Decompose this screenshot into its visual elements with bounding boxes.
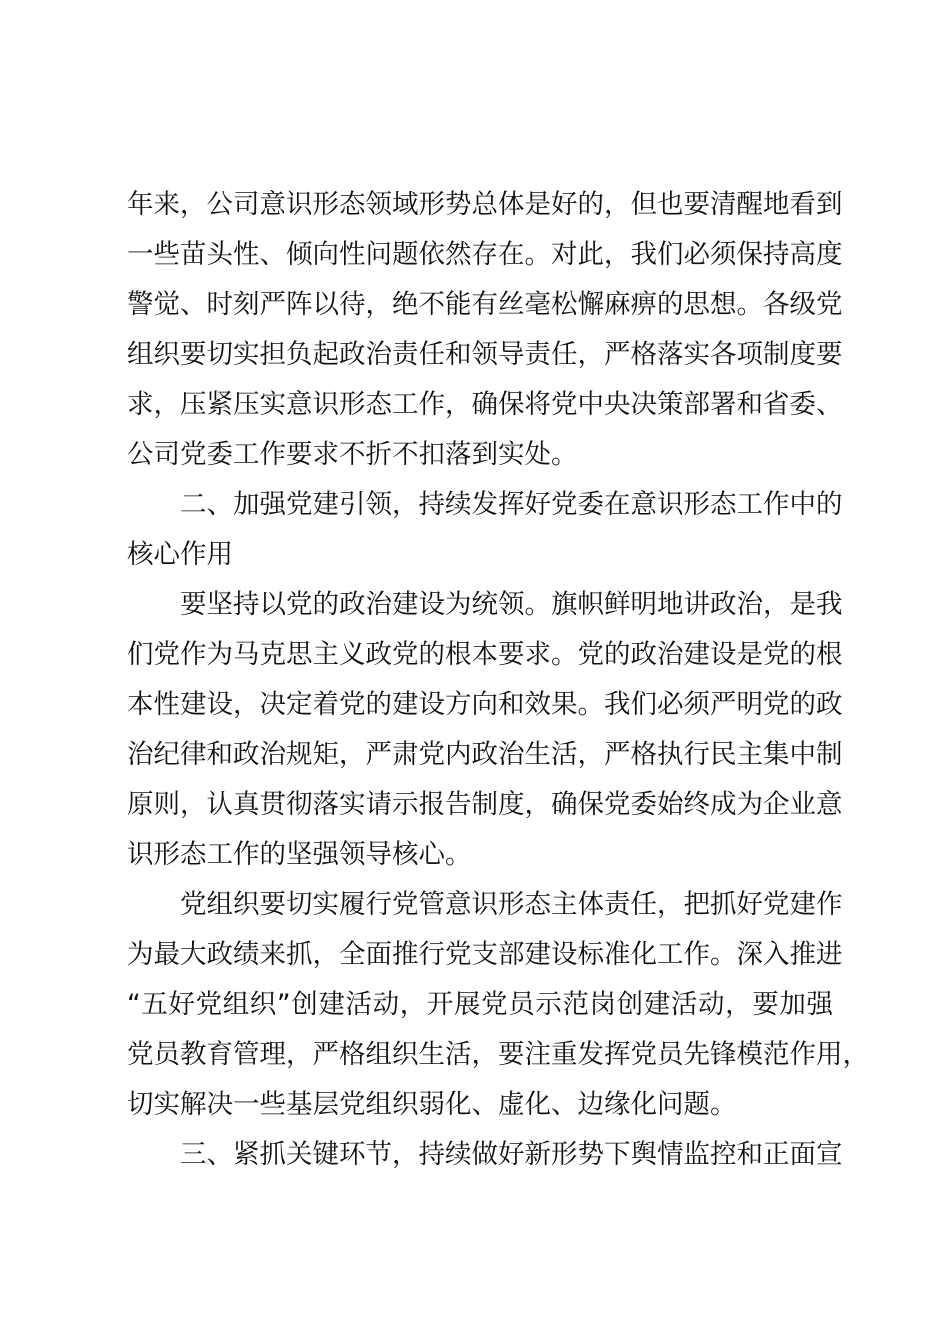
- text-line: 警觉、时刻严阵以待，绝不能有丝毫松懈麻痹的思想。各级党: [127, 289, 843, 320]
- text-line: 切实解决一些基层党组织弱化、虚化、边缘化问题。: [127, 1089, 737, 1120]
- text-line: 求，压紧压实意识形态工作，确保将党中央决策部署和省委、: [127, 389, 843, 420]
- paragraph-3: [127, 880, 869, 1130]
- heading-line: 二、加强党建引领，持续发挥好党委在意识形态工作中的: [180, 489, 843, 520]
- text-line: 识形态工作的坚强领导核心。: [127, 839, 472, 870]
- text-line: 们党作为马克思主义政党的根本要求。党的政治建设是党的根: [127, 639, 843, 670]
- text-line: 要坚持以党的政治建设为统领。旗帜鲜明地讲政治，是我: [180, 589, 843, 620]
- text-line: 本性建设，决定着党的建设方向和效果。我们必须严明党的政: [127, 689, 843, 720]
- text-line: 一些苗头性、倾向性问题依然存在。对此，我们必须保持高度: [127, 239, 843, 270]
- heading-line: 三、紧抓关键环节，持续做好新形势下舆情监控和正面宣: [180, 1139, 843, 1170]
- paragraph-1: [127, 180, 843, 480]
- document-body: [127, 180, 869, 1180]
- text-line: 原则，认真贯彻落实请示报告制度，确保党委始终成为企业意: [127, 789, 843, 820]
- section-heading-3: [127, 1130, 843, 1180]
- text-line: 年来，公司意识形态领域形势总体是好的，但也要清醒地看到: [127, 189, 843, 220]
- text-line: 为最大政绩来抓，全面推行党支部建设标准化工作。深入推进: [127, 939, 843, 970]
- text-line: 党员教育管理，严格组织生活，要注重发挥党员先锋模范作用，: [127, 1039, 869, 1070]
- text-line: 党组织要切实履行党管意识形态主体责任，把抓好党建作: [180, 889, 843, 920]
- text-line: 组织要切实担负起政治责任和领导责任，严格落实各项制度要: [127, 339, 843, 370]
- heading-line: 核心作用: [127, 539, 233, 570]
- text-line: 公司党委工作要求不折不扣落到实处。: [127, 439, 578, 470]
- text-line: “五好党组织”创建活动，开展党员示范岗创建活动，要加强: [127, 989, 833, 1020]
- text-line: 治纪律和政治规矩，严肃党内政治生活，严格执行民主集中制: [127, 739, 843, 770]
- paragraph-2: [127, 580, 843, 880]
- section-heading-2: [127, 480, 843, 580]
